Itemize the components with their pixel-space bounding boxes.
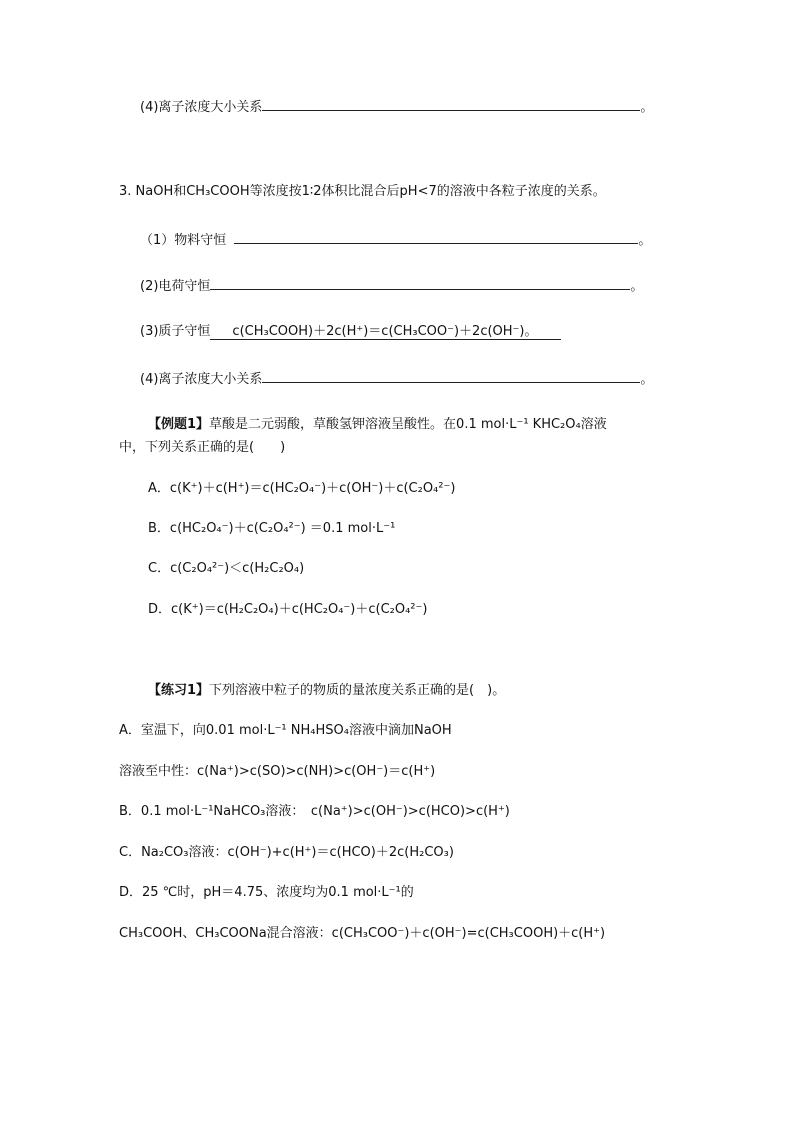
example1-option-a[interactable]: A．c(K⁺)＋c(H⁺)＝c(HC₂O₄⁻)＋c(OH⁻)＋c(C₂O₄²⁻)	[148, 481, 456, 496]
q3-item3-answer: c(CH₃COOH)＋2c(H⁺)＝c(CH₃COO⁻)＋2c(OH⁻)。	[210, 324, 561, 340]
example1-stem-line1: 草酸是二元弱酸，草酸氢钾溶液呈酸性。在0.1 mol·L⁻¹ KHC₂O₄溶液	[209, 417, 607, 432]
practice1-stem-text: 下列溶液中粒子的物质的量浓度关系正确的是( )。	[209, 683, 506, 698]
q3-item2-label: (2)电荷守恒	[140, 279, 211, 294]
q3-item3	[140, 323, 561, 341]
practice1-option-b[interactable]: B．0.1 mol·L⁻¹NaHCO₃溶液： c(Na⁺)>c(OH⁻)>c(HCO)>c(H⁺)	[119, 804, 510, 819]
q3-item1-blank[interactable]	[234, 230, 638, 244]
q3-item2-blank[interactable]	[210, 276, 630, 290]
q3-item2: (2)电荷守恒 。	[140, 276, 643, 296]
practice1-option-d[interactable]: D．25 ℃时，pH＝4.75、浓度均为0.1 mol·L⁻¹的	[119, 885, 414, 900]
q3-item4-blank[interactable]	[262, 369, 640, 383]
practice1-option-c[interactable]: C．Na₂CO₃溶液：c(OH⁻)+c(H⁺)＝c(HCO)＋2c(H₂CO₃)	[119, 845, 454, 860]
practice1-tag: 【练习1】	[148, 683, 210, 698]
example1-option-b[interactable]: B．c(HC₂O₄⁻)＋c(C₂O₄²⁻) ＝0.1 mol·L⁻¹	[148, 521, 396, 536]
example1-option-c[interactable]: C．c(C₂O₄²⁻)＜c(H₂C₂O₄)	[148, 561, 305, 576]
practice1-option-a-cont: 溶液至中性：c(Na⁺)>c(SO)>c(NH)>c(OH⁻)＝c(H⁺)	[119, 764, 436, 779]
q2-item4-label: (4)离子浓度大小关系	[140, 100, 263, 115]
q2-item4: (4)离子浓度大小关系 。	[140, 97, 653, 117]
q3-item4-label: (4)离子浓度大小关系	[140, 372, 263, 387]
q3-item4: (4)离子浓度大小关系 。	[140, 369, 653, 389]
q3-stem: 3. NaOH和CH₃COOH等浓度按1∶2体积比混合后pH<7的溶液中各粒子浓度的关系。	[119, 184, 606, 199]
example1-option-d[interactable]: D．c(K⁺)＝c(H₂C₂O₄)＋c(HC₂O₄⁻)＋c(C₂O₄²⁻)	[148, 602, 428, 617]
example1-stem	[148, 416, 607, 434]
practice1-option-d-cont: CH₃COOH、CH₃COONa混合溶液：c(CH₃COO⁻)＋c(OH⁻)=c(CH₃COOH)＋c(H⁺)	[119, 926, 606, 941]
example1-stem-line2: 中，下列关系正确的是( )	[119, 440, 286, 455]
q3-item1-label: （1）物料守恒	[140, 233, 227, 248]
example1-tag: 【例题1】	[148, 417, 210, 432]
practice1-option-a[interactable]: A．室温下，向0.01 mol·L⁻¹ NH₄HSO₄溶液中滴加NaOH	[119, 723, 452, 738]
q3-item1: （1）物料守恒 。	[140, 230, 651, 250]
q3-item3-label: (3)质子守恒	[140, 324, 211, 339]
q2-item4-blank[interactable]	[262, 97, 640, 111]
practice1-stem	[148, 682, 505, 700]
